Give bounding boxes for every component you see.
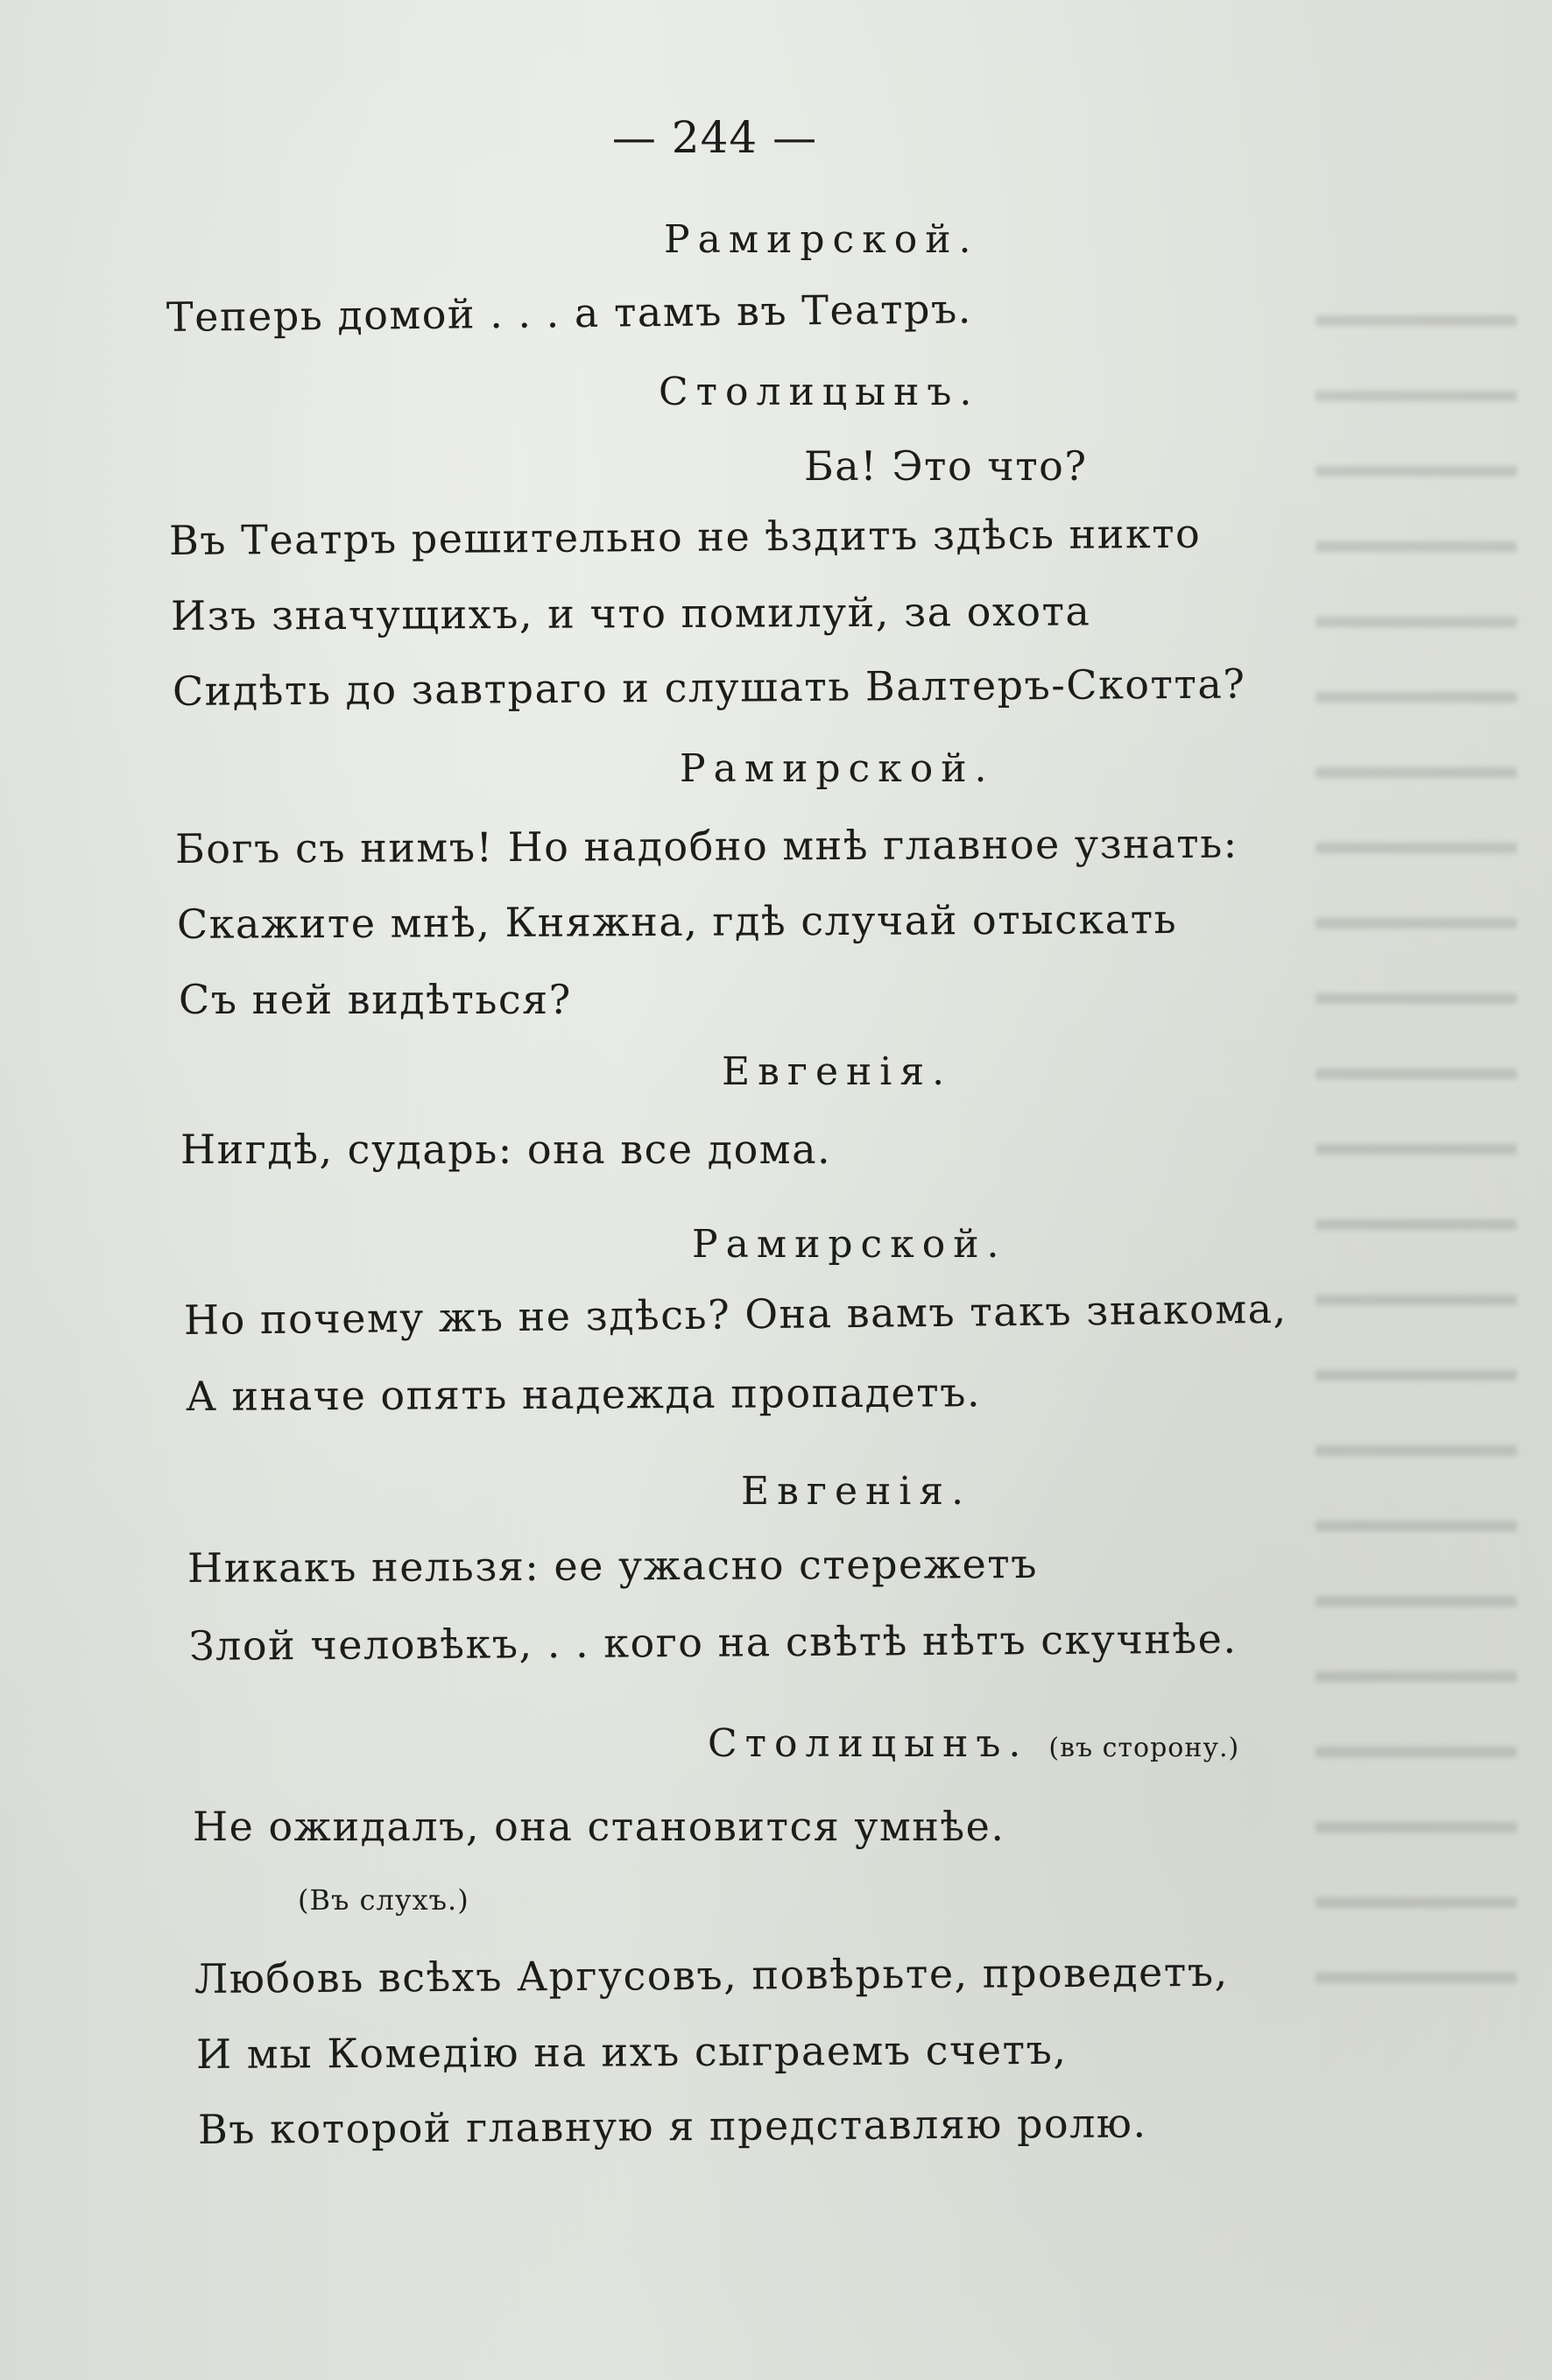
verse-line: Въ Театръ решительно не ѣздитъ здѣсь никто: [168, 509, 1202, 564]
speaker-heading: Столицынъ.: [659, 370, 980, 414]
speaker-heading: Евгенія.: [722, 1049, 953, 1094]
verse-line: Не ожидалъ, она становится умнѣе.: [193, 1803, 1005, 1850]
verse-line: Сидѣть до завтрaго и слушать Валтеръ-Скотта?: [172, 660, 1246, 715]
verse-line: Теперь домой . . . а тамъ въ Театръ.: [166, 285, 973, 341]
verse-line: Съ ней видѣться?: [179, 976, 572, 1023]
speaker-name: Столицынъ.: [708, 1721, 1029, 1766]
stage-aside: (въ сторону.): [1048, 1733, 1240, 1763]
verse-line: Въ которой главную я представляю ролю.: [197, 2099, 1147, 2153]
verse-line: Но почему жъ не здѣсь? Она вамъ такъ знакома,: [183, 1284, 1287, 1344]
page-number: — 244 —: [611, 112, 818, 163]
verse-line: Любовь всѣхъ Аргусовъ, повѣрьте, проведетъ,: [194, 1947, 1229, 2002]
verse-line: Никакъ нельзя: ее ужасно стережетъ: [187, 1539, 1039, 1592]
verse-line: Богъ съ нимъ! Но надобно мнѣ главное узнать:: [174, 819, 1238, 872]
speaker-heading: Рамирской.: [692, 1222, 1007, 1267]
speaker-heading-with-aside: [708, 1721, 1239, 1766]
verse-line: Скажите мнѣ, Княжна, гдѣ случай отыскать: [176, 895, 1178, 948]
speaker-heading: Рамирской.: [664, 217, 979, 262]
verse-line: И мы Комедію на ихъ сыграемъ счетъ,: [195, 2025, 1068, 2078]
verse-line: Изъ значущихъ, и что помилуй, за охота: [170, 587, 1091, 639]
verse-line: Ба! Это что?: [804, 442, 1088, 490]
speaker-heading: Евгенія.: [741, 1469, 972, 1514]
verse-line: А иначе опять надежда пропадетъ.: [185, 1368, 982, 1420]
verse-line: Злой человѣкъ, . . кого на свѣтѣ нѣтъ скучнѣе.: [188, 1614, 1238, 1670]
speaker-heading: Рамирской.: [680, 746, 995, 791]
stage-direction: (Въ слухъ.): [298, 1883, 469, 1917]
verse-line: Нигдѣ, сударь: она все дома.: [180, 1126, 832, 1173]
